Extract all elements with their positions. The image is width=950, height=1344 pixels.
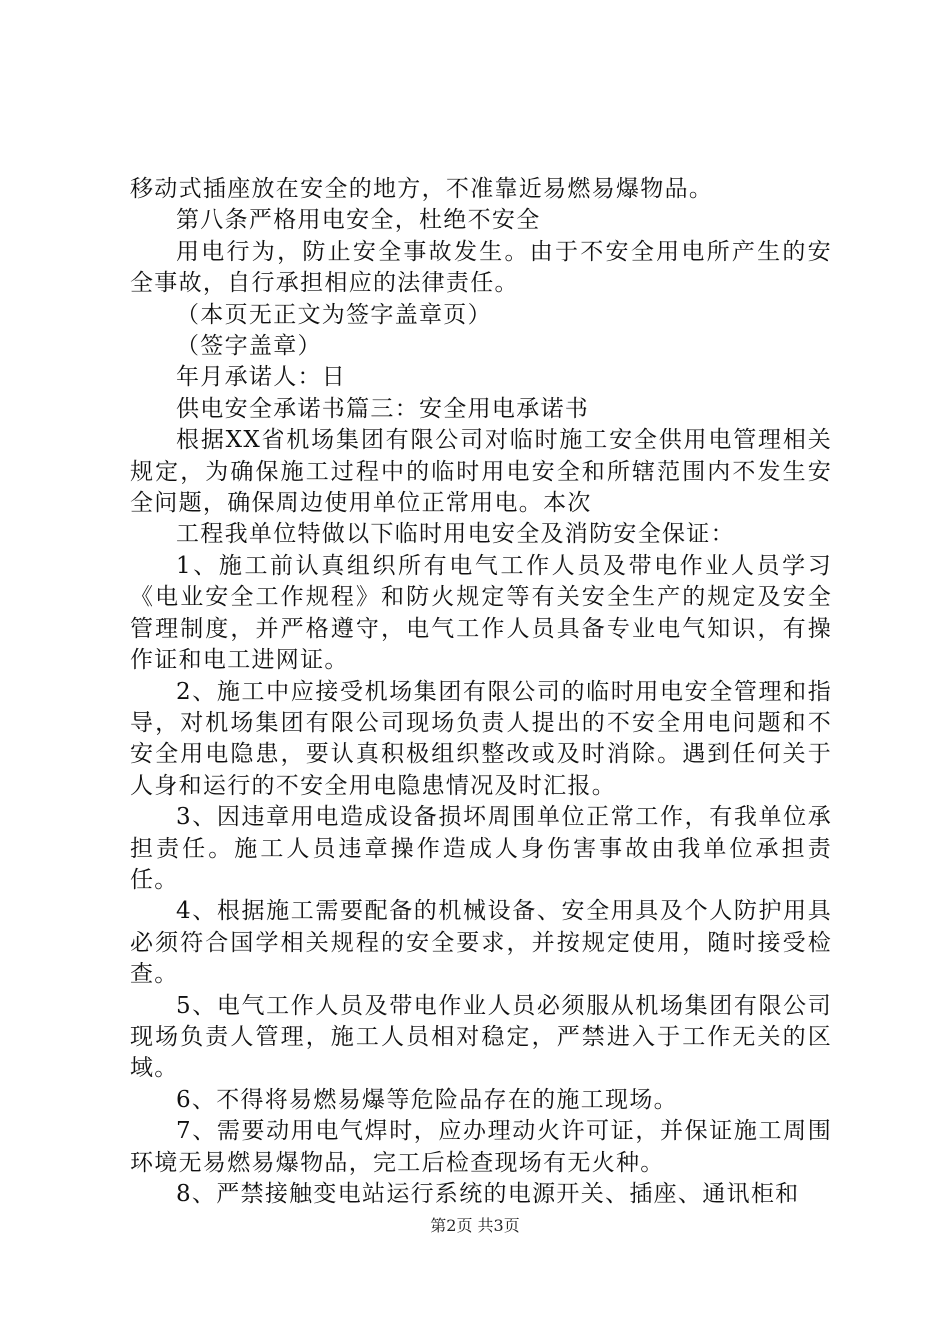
paragraph: 用电行为，防止安全事故发生。由于不安全用电所产生的安全事故，自行承担相应的法律责任。 [130,238,832,297]
paragraph: 6、不得将易燃易爆等危险品存在的施工现场。 [176,1086,678,1113]
paragraph: （本页无正文为签字盖章页） [176,301,492,328]
paragraph: 5、电气工作人员及带电作业人员必须服从机场集团有限公司现场负责人管理，施工人员相对稳定，严禁进入于工作无关的区域。 [130,992,832,1082]
paragraph: 1、施工前认真组织所有电气工作人员及带电作业人员学习《电业安全工作规程》和防火规定等有关安全生产的规定及安全管理制度，并严格遵守，电气工作人员具备专业电气知识，有操作证和电工进网证。 [130,552,832,674]
page-footer: 第2页 共3页 [430,1216,520,1235]
paragraph: 4、根据施工需要配备的机械设备、安全用具及个人防护用具必须符合国学相关规程的安全要求，并按规定使用，随时接受检查。 [130,898,832,988]
paragraph: 3、因违章用电造成设备损坏周围单位正常工作，有我单位承担责任。施工人员违章操作造成人身伤害事故由我单位承担责任。 [130,804,832,893]
paragraph: 供电安全承诺书篇三：安全用电承诺书 [176,395,590,422]
paragraph: 7、需要动用电气焊时，应办理动火许可证，并保证施工周围环境无易燃易爆物品，完工后检查现场有无火种。 [130,1118,832,1176]
paragraph: 根据XX省机场集团有限公司对临时施工安全供用电管理相关规定，为确保施工过程中的临时用电安全和所辖范围内不发生安全问题，确保周边使用单位正常用电。本次 [130,427,832,517]
paragraph: 年月承诺人：日 [176,364,347,391]
paragraph: 移动式插座放在安全的地方，不准靠近易燃易爆物品。 [130,176,714,202]
paragraph: 8、严禁接触变电站运行系统的电源开关、插座、通讯柜和 [176,1181,800,1207]
document-body [130,174,832,1210]
paragraph: （签字盖章） [176,333,322,360]
paragraph: 2、施工中应接受机场集团有限公司的临时用电安全管理和指导，对机场集团有限公司现场负责人提出的不安全用电问题和不安全用电隐患，要认真积极组织整改或及时消除。遇到任何关于人身和运行的不安全用电隐患情况及时汇报。 [130,678,832,799]
paragraph: 工程我单位特做以下临时用电安全及消防安全保证： [176,521,735,548]
paragraph: 第八条严格用电安全，杜绝不安全 [176,207,541,234]
